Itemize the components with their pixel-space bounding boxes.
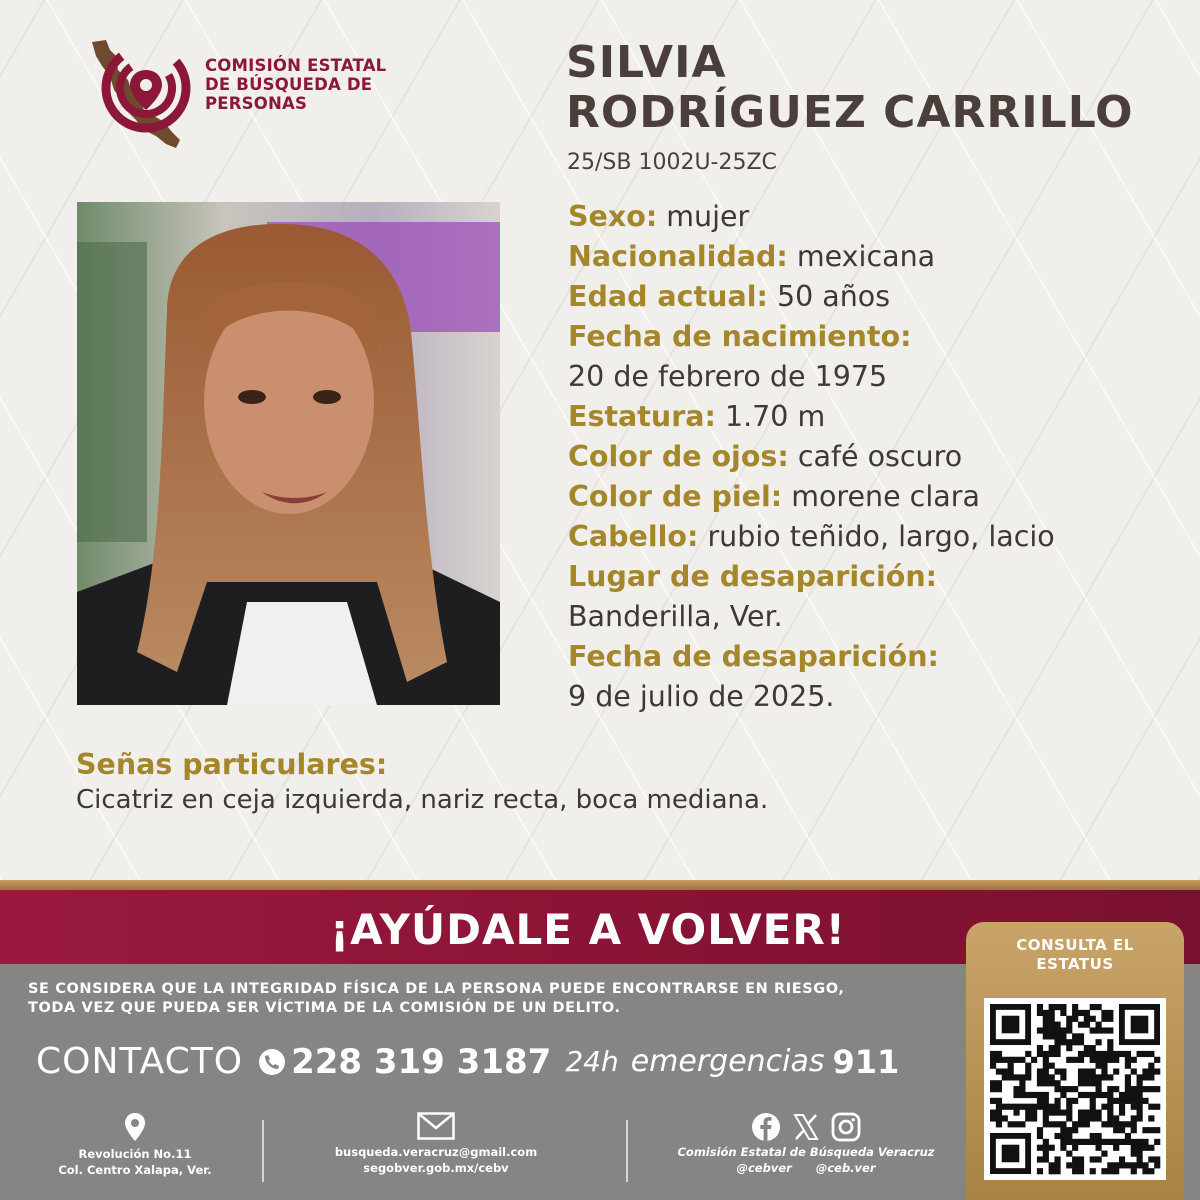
detail-edad (568, 277, 1188, 317)
sexo-label: Sexo: (568, 200, 658, 233)
detail-piel (568, 477, 1188, 517)
senas-label: Señas particulares: (76, 748, 388, 781)
detail-cabello (568, 517, 1188, 557)
fecha-value: 9 de julio de 2025. (568, 680, 835, 713)
senas-value: Cicatriz en ceja izquierda, nariz recta, boca mediana. (76, 785, 769, 815)
mail-icon (417, 1112, 455, 1140)
contact-label: CONTACTO (36, 1041, 244, 1082)
social-icons (660, 1112, 952, 1144)
footer-divider-1 (262, 1120, 264, 1182)
nacimiento-label: Fecha de nacimiento: (568, 320, 912, 353)
cabello-value: rubio teñido, largo, lacio (707, 520, 1055, 553)
detail-sexo (568, 197, 1188, 237)
logo-line-3: PERSONAS (205, 94, 308, 113)
contact-emergencias: emergencias (630, 1044, 825, 1079)
nacimiento-value: 20 de febrero de 1975 (568, 360, 888, 393)
x-icon[interactable] (791, 1112, 821, 1142)
nacionalidad-value: mexicana (796, 240, 936, 273)
qr-title (966, 936, 1184, 974)
detail-nacimiento-label-line (568, 317, 1188, 357)
detail-lugar-label-line (568, 557, 1188, 597)
contact-email[interactable]: busqueda.veracruz@gmail.com (334, 1145, 538, 1159)
social-block (660, 1112, 952, 1176)
risk-warning (28, 980, 958, 1018)
lugar-label: Lugar de desaparición: (568, 560, 938, 593)
facebook-icon[interactable] (751, 1112, 781, 1142)
qr-title-line-2: ESTATUS (1036, 955, 1114, 973)
person-details (568, 197, 1188, 717)
qr-code-icon[interactable] (984, 998, 1166, 1180)
footer-divider-2 (626, 1120, 628, 1182)
address-line-2: Col. Centro Xalapa, Ver. (58, 1163, 212, 1177)
banner-title: ¡AYÚDALE A VOLVER! (330, 905, 846, 954)
edad-label: Edad actual: (568, 280, 768, 313)
ojos-label: Color de ojos: (568, 440, 789, 473)
person-photo (77, 202, 500, 705)
person-first-name: SILVIA (566, 37, 727, 88)
veracruz-map-icon (84, 36, 204, 156)
contact-line (36, 1041, 899, 1093)
address-block (40, 1112, 230, 1178)
social-handles (660, 1160, 952, 1176)
logo-line-2: DE BÚSQUEDA DE (205, 75, 373, 94)
warning-line-2: TODA VEZ QUE PUEDA SER VÍCTIMA DE LA COMISIÓN DE UN DELITO. (28, 1000, 621, 1016)
detail-ojos (568, 437, 1188, 477)
case-folio: 25/SB 1002U-25ZC (567, 150, 777, 175)
fecha-label: Fecha de desaparición: (568, 640, 939, 673)
estatura-label: Estatura: (568, 400, 716, 433)
piel-value: morene clara (791, 480, 980, 513)
estatura-value: 1.70 m (724, 400, 826, 433)
edad-value: 50 años (776, 280, 891, 313)
cabello-label: Cabello: (568, 520, 699, 553)
phone-icon (259, 1049, 285, 1075)
logo-line-1: COMISIÓN ESTATAL (205, 56, 387, 75)
social-handle-1[interactable]: @cebver (736, 1161, 792, 1175)
warning-line-1: SE CONSIDERA QUE LA INTEGRIDAD FÍSICA DE LA PERSONA PUEDE ENCONTRARSE EN RIESGO, (28, 981, 845, 997)
detail-fecha-label-line (568, 637, 1188, 677)
qr-title-line-1: CONSULTA EL (1016, 936, 1134, 954)
piel-label: Color de piel: (568, 480, 783, 513)
emergency-number[interactable]: 911 (832, 1042, 900, 1081)
nacionalidad-label: Nacionalidad: (568, 240, 788, 273)
contact-hours: 24h (565, 1045, 619, 1078)
email-block (320, 1112, 552, 1176)
gold-stripe (0, 880, 1200, 890)
commission-name (205, 56, 386, 113)
address-line-1: Revolución No.11 (78, 1147, 192, 1161)
location-pin-icon (123, 1112, 147, 1142)
detail-nacionalidad (568, 237, 1188, 277)
person-name (566, 38, 1134, 138)
contact-phone[interactable]: 228 319 3187 (291, 1041, 552, 1082)
distinguishing-marks (76, 747, 1176, 817)
person-last-names: RODRÍGUEZ CARRILLO (566, 87, 1134, 138)
lugar-value: Banderilla, Ver. (568, 600, 783, 633)
detail-estatura (568, 397, 1188, 437)
social-handle-2[interactable]: @ceb.ver (815, 1161, 876, 1175)
sexo-value: mujer (666, 200, 750, 233)
contact-website[interactable]: segobver.gob.mx/cebv (363, 1161, 509, 1175)
ojos-value: café oscuro (797, 440, 963, 473)
instagram-icon[interactable] (831, 1112, 861, 1142)
social-name: Comisión Estatal de Búsqueda Veracruz (677, 1145, 935, 1159)
